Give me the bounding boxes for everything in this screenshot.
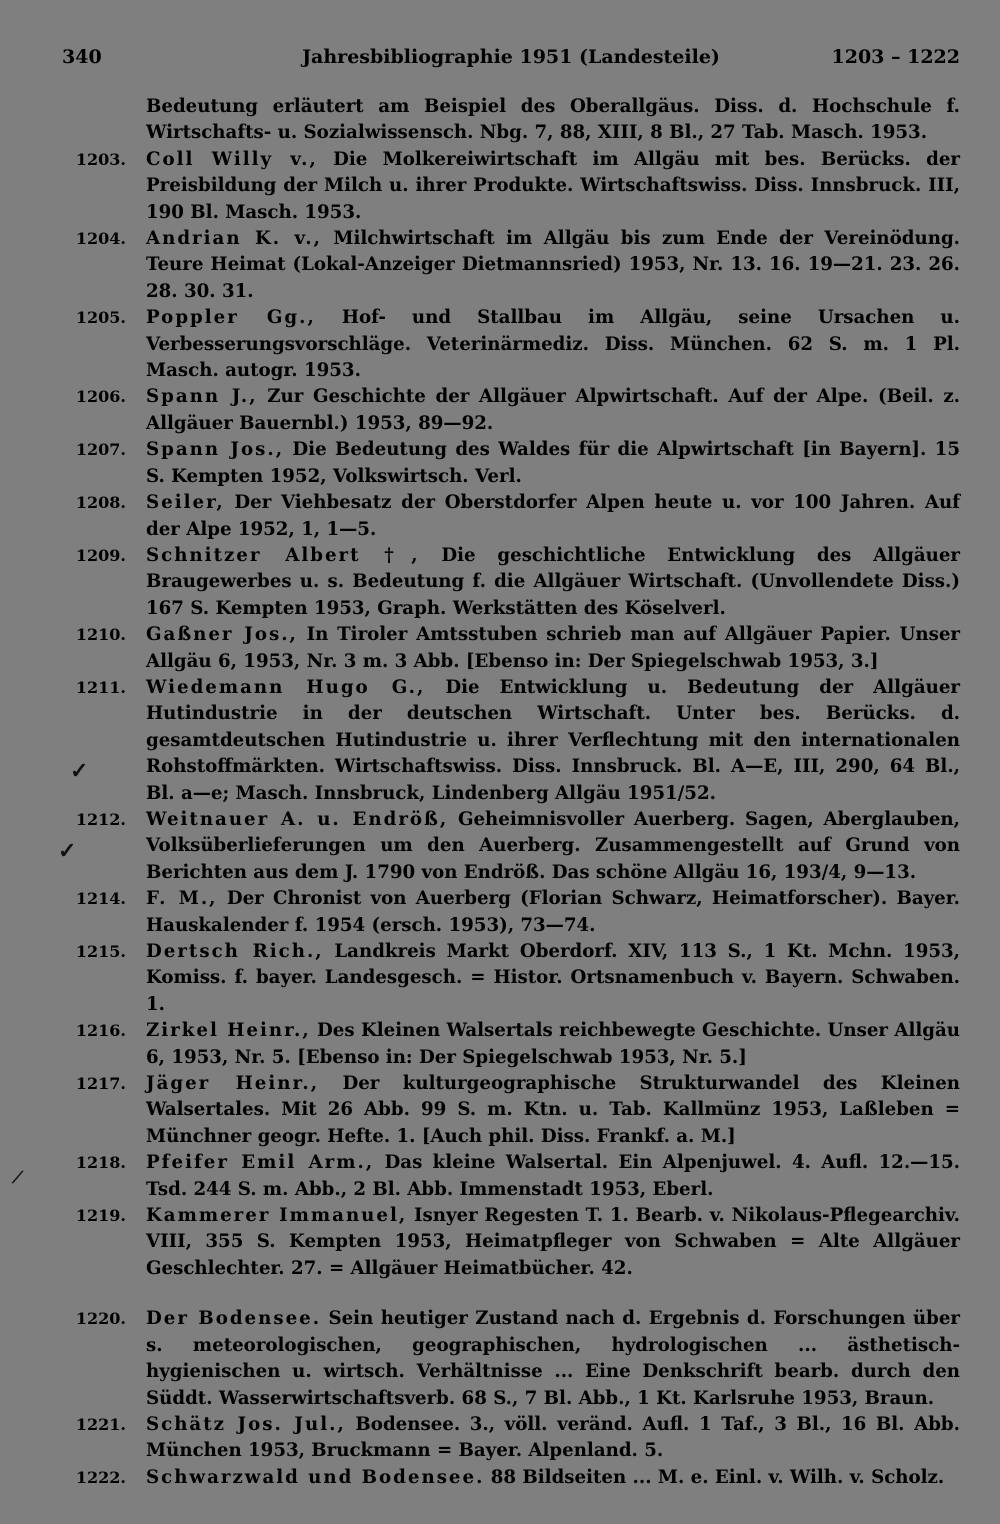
entry-text: Hof- und Stallbau im Allgäu, seine Ursachen u. Verbesserungsvorschläge. Veterinärmediz. Diss. München. 62 S. m. 1 Pl. Masch. autogr. 1953. <box>146 307 960 382</box>
bibliography-entry <box>70 939 960 1018</box>
entry-text: Bodensee. 3., völl. veränd. Aufl. 1 Taf., 3 Bl., 16 Bl. Abb. München 1953, Bruckmann = Bayer. Alpenland. 5. <box>146 1413 960 1462</box>
entry-author: Der Bodensee. <box>146 1308 322 1330</box>
page-number: 340 <box>62 46 102 68</box>
entry-text: Landkreis Markt Oberdorf. XIV, 113 S., 1 Kt. Mchn. 1953, Komiss. f. bayer. Landesgesch. = Histor. Ortsnamenbuch v. Bayern. Schwaben. 1. <box>146 941 961 1015</box>
entry-author: Spann J., <box>146 386 258 408</box>
entry-text: Des Kleinen Walsertals reichbewegte Geschichte. Unser Allgäu 6, 1953, Nr. 5. [Ebenso in: Der Spiegelschwab 1953, Nr. 5.] <box>146 1020 961 1068</box>
entry-author: Schnitzer Albert †, <box>146 544 420 566</box>
entry-text: Der kulturgeographische Strukturwandel des Kleinen Walsertales. Mit 26 Abb. 99 S. m. Ktn. u. Tab. Kallmünz 1953, Laßleben = Münchner geogr. Hefte. 1. [Auch phil. Diss. Frankf. a. M.] <box>146 1073 960 1147</box>
bibliography-entry <box>70 543 960 622</box>
handwritten-pencil-stroke: ⟋ <box>12 1168 24 1187</box>
entry-text: Geheimnisvoller Auerberg. Sagen, Aberglauben, Volksüberlieferungen um den Auerberg. Zusammengestellt auf Grund von Berichten aus dem J. 1790 von Endröß. Das schöne Allgäu 16, 193/4, 9—13. <box>146 808 960 883</box>
bibliography-entry <box>70 886 960 939</box>
bibliography-entry <box>70 1465 960 1491</box>
entry-number: 1211. <box>75 677 126 697</box>
bibliography-entry <box>70 1071 960 1150</box>
handwritten-check-mark: ✓ <box>70 758 89 784</box>
bibliography-entry <box>70 675 960 807</box>
bibliography-entry <box>70 226 960 305</box>
entry-author: F. M., <box>146 888 218 910</box>
entry-number: 1214. <box>75 889 126 909</box>
entry-author: Gaßner Jos., <box>146 624 298 646</box>
entry-author: Kammerer Immanuel, <box>146 1205 408 1227</box>
entry-number: 1203. <box>75 149 126 169</box>
entry-number: 1205. <box>75 308 126 328</box>
bibliography-entry <box>70 384 960 437</box>
entry-number: 1209. <box>75 545 126 565</box>
page-header <box>62 46 960 76</box>
entry-text: Die geschichtliche Entwicklung des Allgäuer Braugewerbes u. s. Bedeutung f. die Allgäuer Wirtschaft. (Unvollendete Diss.) 167 S. Kempten 1953, Graph. Werkstätten des Köselverl. <box>146 544 960 619</box>
entry-text: 88 Bildseiten ... M. e. Einl. v. Wilh. v. Scholz. <box>484 1466 945 1488</box>
bibliography-entry <box>70 1203 960 1282</box>
entry-number: 1210. <box>75 625 126 645</box>
entry-text: Isnyer Regesten T. 1. Bearb. v. Nikolaus-Pflegearchiv. VIII, 355 S. Kempten 1953, Heimatpfleger von Schwaben = Alte Allgäuer Geschlechter. 27. = Allgäuer Heimatbücher. 42. <box>146 1205 960 1279</box>
entry-author: Pfeifer Emil Arm., <box>146 1152 375 1174</box>
entry-text: Bedeutung erläutert am Beispiel des Oberallgäus. Diss. d. Hochschule f. Wirtschafts- u. Sozialwissensch. Nbg. 7, 88, XIII, 8 Bl., 27 Tab. Masch. 1953. <box>146 96 960 144</box>
entry-text: Der Chronist von Auerberg (Florian Schwarz, Heimatforscher). Bayer. Hauskalender f. 1954 (ersch. 1953), 73—74. <box>146 888 960 936</box>
entry-number: 1220. <box>75 1309 126 1329</box>
entry-number: 1207. <box>75 440 126 460</box>
entry-number: 1222. <box>75 1467 126 1487</box>
handwritten-check-mark: ✓ <box>58 838 77 864</box>
entry-number: 1215. <box>75 942 126 961</box>
entry-text: Die Molkereiwirtschaft im Allgäu mit bes. Berücks. der Preisbildung der Milch u. ihrer Produkte. Wirtschaftswiss. Diss. Innsbruck. III, 190 Bl. Masch. 1953. <box>146 148 960 223</box>
entry-author: Andrian K. v., <box>146 228 322 250</box>
entry-author: Zirkel Heinr., <box>146 1020 311 1042</box>
bibliography-entry <box>70 305 960 384</box>
bibliography-entry <box>70 807 960 886</box>
entry-text: Die Entwicklung u. Bedeutung der Allgäuer Hutindustrie in der deutschen Wirtschaft. Unter bes. Berücks. d. gesamtdeutschen Hutindustrie u. ihrer Verflechtung mit den internationalen Rohstoffmärkten. Wirtschaftswiss. Diss. Innsbruck. Bl. A—E, III, 290, 64 Bl., Bl. a—e; Masch. Innsbruck, Lindenberg Allgäu 1951/52. <box>146 676 960 804</box>
entry-number: 1216. <box>75 1021 126 1041</box>
entry-text: Der Viehbesatz der Oberstdorfer Alpen heute u. vor 100 Jahren. Auf der Alpe 1952, 1, 1—5. <box>146 492 960 540</box>
entry-number: 1204. <box>75 229 126 249</box>
entry-author: Spann Jos., <box>146 439 285 461</box>
entry-number: 1206. <box>75 387 126 407</box>
entry-text: Milchwirtschaft im Allgäu bis zum Ende der Vereinödung. Teure Heimat (Lokal-Anzeiger Dietmannsried) 1953, Nr. 13. 16. 19—21. 23. 26. 28. 30. 31. <box>146 228 960 302</box>
entry-text: Sein heutiger Zustand nach d. Ergebnis d. Forschungen über s. meteorologischen, geographischen, hydrologischen ... ästhetisch-hygienischen u. wirtsch. Verhältnisse ... Eine Denkschrift bearb. durch den Süddt. Wasserwirtschaftsverb. 68 S., 7 Bl. Abb., 1 Kt. Karlsruhe 1953, Braun. <box>146 1308 960 1409</box>
bibliography-entry <box>70 1306 960 1412</box>
entry-author: Schätz Jos. Jul., <box>146 1413 346 1435</box>
bibliography-entry <box>70 1412 960 1465</box>
bibliography-entry <box>70 1018 960 1071</box>
bibliography-entry <box>70 94 960 147</box>
entry-author: Weitnauer A. u. Endröß, <box>146 808 449 830</box>
entry-number: 1208. <box>75 493 126 513</box>
entry-author: Coll Willy v., <box>146 148 318 170</box>
bibliography-entry <box>70 490 960 543</box>
entry-text: Zur Geschichte der Allgäuer Alpwirtschaft. Auf der Alpe. (Beil. z. Allgäuer Bauernbl.) 1953, 89—92. <box>146 386 960 434</box>
entry-author: Seiler, <box>146 492 225 514</box>
entry-text: In Tiroler Amtsstuben schrieb man auf Allgäuer Papier. Unser Allgäu 6, 1953, Nr. 3 m. 3 Abb. [Ebenso in: Der Spiegelschwab 1953, 3.] <box>146 624 960 672</box>
entry-text: Die Bedeutung des Waldes für die Alpwirtschaft [in Bayern]. 15 S. Kempten 1952, Volkswirtsch. Verl. <box>146 439 960 487</box>
entry-author: Schwarzwald und Bodensee. <box>146 1466 485 1488</box>
entry-author: Dertsch Rich., <box>146 941 324 962</box>
bibliography-entry <box>70 147 960 226</box>
entry-author: Poppler Gg., <box>146 307 316 329</box>
entry-author: Jäger Heinr., <box>146 1073 320 1095</box>
bibliography-list <box>70 94 960 1491</box>
entry-number: 1221. <box>75 1414 126 1434</box>
bibliography-entry <box>70 622 960 675</box>
entry-author: Wiedemann Hugo G., <box>146 676 426 698</box>
entry-number: 1212. <box>75 809 126 829</box>
running-title: Jahresbibliographie 1951 (Landesteile) <box>302 46 720 68</box>
entry-range: 1203 – 1222 <box>831 46 960 68</box>
entry-number: 1217. <box>75 1074 126 1094</box>
bibliography-entry <box>70 1150 960 1203</box>
entry-text: Das kleine Walsertal. Ein Alpenjuwel. 4. Aufl. 12.—15. Tsd. 244 S. m. Abb., 2 Bl. Abb. Immenstadt 1953, Eberl. <box>146 1152 960 1200</box>
bibliography-entry <box>70 437 960 490</box>
entry-number: 1219. <box>75 1206 126 1226</box>
entry-number: 1218. <box>75 1153 126 1173</box>
